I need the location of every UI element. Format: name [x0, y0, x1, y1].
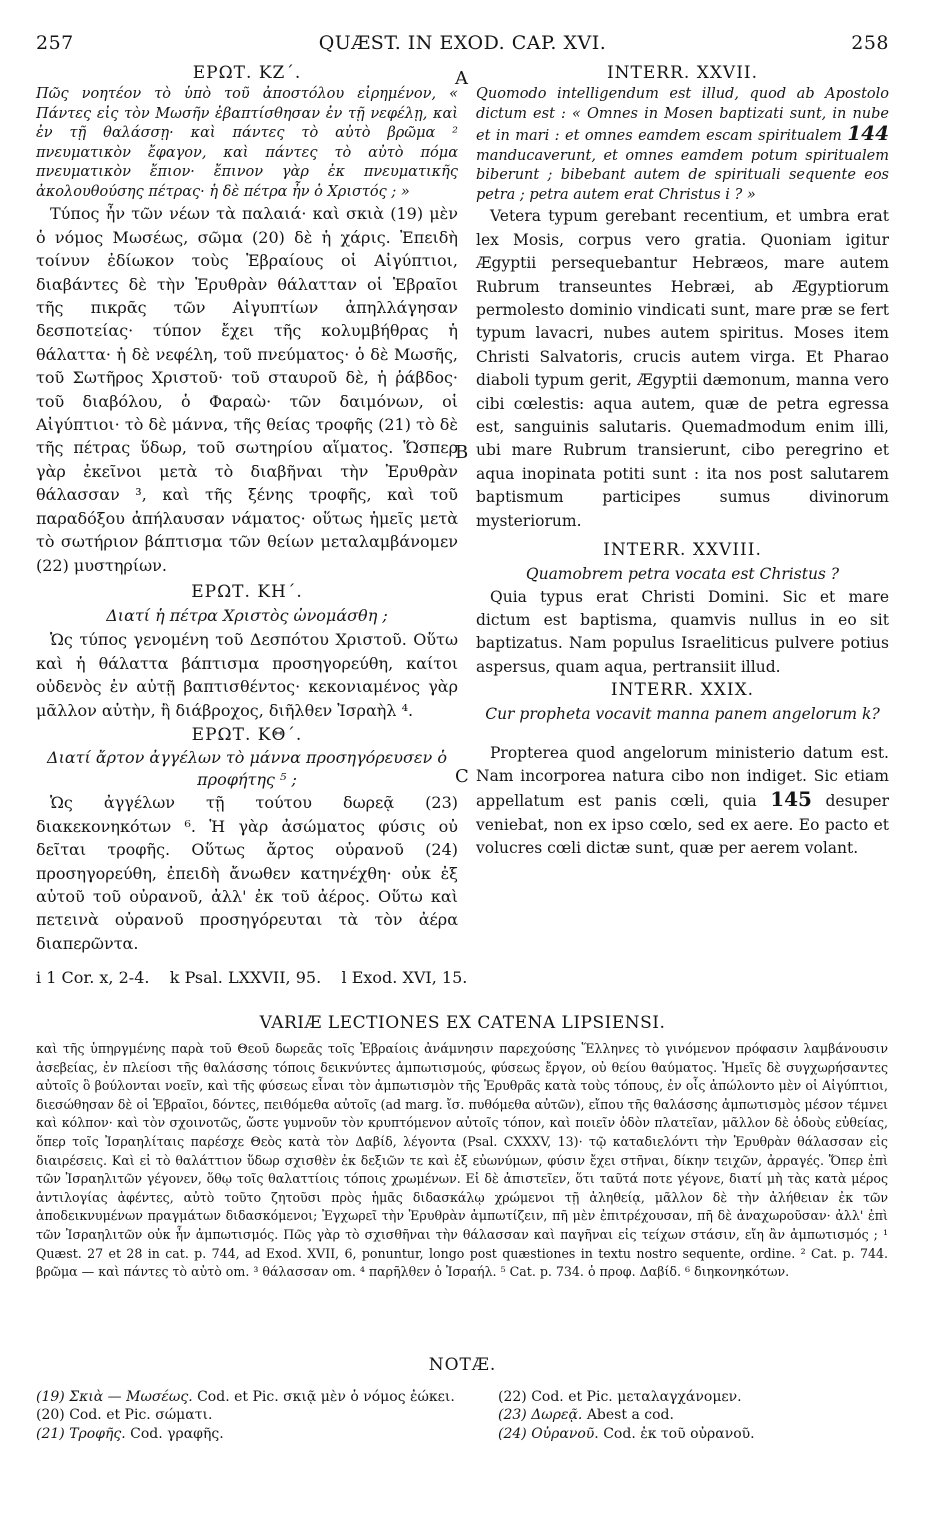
- greek-heading-29: ΕΡΩΤ. ΚΘ΄.: [191, 724, 303, 745]
- latin-answer-28: Quia typus erat Christi Domini. Sic et mare dictum est baptisma, quamvis nullus in eo sit baptizatus. Nam populus Israeliticus pulvere potius aspersus, quam aqua, pertransiit illud.: [476, 587, 889, 676]
- greek-answer-27: Τύπος ἦν τῶν νέων τὰ παλαιά· καὶ σκιὰ (19) μὲν ὁ νόμος Μωσέως, σῶμα (20) δὲ ἡ χάρις. Ἐπειδὴ τοίνυν ἐδίωκον τοὺς Ἑβραίους οἱ Αἰγύπτιοι, διαβάντες δὲ τὴν Ἐρυθρὰν θάλατταν οἱ Ἑβραῖοι τῆς πικρᾶς τῶν Αἰγυπτίων ἀπηλλάγησαν δεσποτείας· τύπον ἔχει τῆς κολυμβήθρας ἡ θάλαττα· ἡ δὲ νεφέλη, τοῦ πνεύματος· ὁ δὲ Μωσῆς, τοῦ Σωτῆρος Χριστοῦ· τοῦ σταυροῦ δὲ, ἡ ῥάβδος· τοῦ διαβόλου, ὁ Φαραὼ· τῶν δαιμόνων, οἱ Αἰγύπτιοι· τὸ δὲ μάννα, τῆς θείας τροφῆς (21) τὸ δὲ τῆς πέτρας ὕδωρ, τοῦ σωτηρίου αἵματος. Ὥσπερ γὰρ ἐκεῖνοι μετὰ τὸ διαβῆναι τὴν Ἐρυθρὰν θάλασσαν ³, καὶ τῆς ξένης τροφῆς, καὶ τοῦ παραδόξου ἀπήλαυσαν νάματος· οὕτως ἡμεῖς μετὰ τὸ σωτήριον βάπτισμα τῶν θείων μεταλαμβάνομεν (22) μυστηρίων.: [36, 204, 458, 575]
- note-21: [36, 1425, 476, 1443]
- greek-question-27: Πῶς νοητέον τὸ ὑπὸ τοῦ ἀποστόλου εἰρημένον, « Πάντες εἰς τὸν Μωσῆν ἐβαπτίσθησαν ἐν τῇ νεφέλῃ, καὶ ἐν τῇ θαλάσσῃ· καὶ πάντες τὸ αὐτὸ βρῶμα ² πνευματικὸν ἔφαγον, καὶ πάντες τὸ αὐτὸ πόμα πνευματικὸν ἔπιον· ἔπινον γὰρ ἐκ πνευματικῆς ἀκολουθούσης πέτρας· ἡ δὲ πέτρα ἦν ὁ Χριστός ; »: [36, 86, 458, 200]
- greek-question-29: Διατί ἄρτον ἀγγέλων τὸ μάννα προσηγόρευσεν ὁ προφήτης ⁵ ;: [47, 748, 447, 790]
- note-23: [498, 1406, 888, 1424]
- margin-letter-b: B: [455, 442, 469, 463]
- greek-heading-28: ΕΡΩΤ. ΚΗ΄.: [191, 581, 303, 602]
- greek-question-28: Διατί ἡ πέτρα Χριστὸς ὠνομάσθη ;: [106, 606, 388, 626]
- note-19: [36, 1388, 476, 1406]
- greek-answer-29: Ὡς ἀγγέλων τῇ τούτου δωρεᾷ (23) διακεκονηκότων ⁶. Ἡ γὰρ ἀσώματος φύσις οὐ δεῖται τροφῆς. Οὕτως ἄρτος οὐρανοῦ (24) προσηγορεύθη, ἐπειδὴ ἄνωθεν κατηνέχθη· οὐκ ἐξ αὐτοῦ τοῦ οὐρανοῦ, ἀλλ' ἐκ τοῦ ἀέρος. Οὕτω καὶ πετεινὰ οὐρανοῦ προσηγόρευται τὰ τὸν ἀέρα διαπερῶντα.: [36, 793, 458, 953]
- note-21-text: Cod. γραφῆς.: [125, 1425, 224, 1442]
- note-19-lemma: (19) Σκιὰ — Μωσέως.: [36, 1389, 193, 1405]
- latin-question-27-part1: Quomodo intelligendum est illud, quod ab Apostolo dictum est : « Omnes in Mosen baptizati sunt, in nube et in mari : et omnes eamdem escam spiritualem: [476, 86, 889, 145]
- variae-lectiones-text: καὶ τῆς ὑπηργμένης παρὰ τοῦ Θεοῦ δωρεᾶς τοῖς Ἑβραίοις ἀνάμνησιν παρεχούσης Ἕλληνες τὸ γινόμενον πρόφασιν λαμβάνουσιν ἀσεβείας, ἐν πλείοσι τῆς θαλάσσης τόποις δεικνύντες ἀμπωτισμούς, φύσεως ἔργον, οὐ θείου θαύματος. Ἡμεῖς δὲ συγχωρήσαντες αὐτοῖς ὃ βούλονται νοεῖν, καὶ τῆς φύσεως εἶναι τὸν ἀμπωτισμὸν τῆς Ἐρυθρᾶς κατὰ τοὺς τόπους, ἐν οἷς ἀπώλοντο μὲν οἱ Αἰγύπτιοι, διεσώθησαν δὲ οἱ Ἑβραῖοι, δόντες, πειθόμεθα αὐτοῖς (ad marg. ἴσ. πυθόμεθα αὐτῶν), εἴπου τῆς θαλάσσης ἀμπωτισμὸς μέσον τέμνει καὶ κόλπον· καὶ τὸν σχοινοτῶς, ὥστε γυμνοῦν τὸν κρυπτόμενον αὐτοῖς τόπον, καὶ ποιεῖν ὁδὸν πλατεῖαν, μᾶλλον δὲ ὁδοὺς εὐθείας, ὅπερ τοῖς Ἰσραηλίταις παρέσχε Θεὸς κατὰ τὸν Δαβίδ, λέγοντα (Psal. CXXXV, 13)· τῷ καταδιελόντι τὴν Ἐρυθρὰν θάλασσαν εἰς διαιρέσεις. Καὶ εἰ τὸ θαλάττιον ὕδωρ σχισθὲν ἐκ δεξιῶν τε καὶ ἐξ εὐωνύμων, φύσιν ἔχει στῆναι, δίκην τειχῶν, ἀρραγές. Ὅπερ ἐπὶ τῶν Ἰσραηλιτῶν γέγονεν, ὅθῳ τοῖς θαλαττίοις τόποις χρωμένων. Εἰ δὲ ἀπιστεῖεν, ὅτι ταῦτά ποτε γέγονε, διατί μὴ τὰς κατὰ μέρος ἀντιλογίας ἀφέντες, αὐτὸ τοῦτο ζητοῦσι πρὸς ἡμᾶς διδασκάλῳ χρώμενοι τῇ ἀληθείᾳ, μᾶλλον δὲ τὴν ἀλήθειαν ἐκ τῶν ἀποδεικνυμένων πραγμάτων διδασκόμενοι; Ἐγχωρεῖ τὴν Ἐρυθρὰν ἀμπωτίζειν, πῆ μὲν ἐπιτρέχουσαν, πῆ δὲ ἀναχωροῦσαν· ἀλλ' ἐπὶ τῶν Ἰσραηλιτῶν οὐκ ἦν ἀμπωτισμός. Πῶς γὰρ τὸ σχισθῆναι τὴν θάλασσαν καὶ παγῆναι εἰς τείχων στάσιν, εἴη ἂν ἀμπωτισμός ; ¹ Quæst. 27 et 28 in cat. p. 744, ad Exod. XVII, 6, ponuntur, longo post quæstiones in textu nostro sequente, ordine. ² Cat. p. 744. βρῶμα — καὶ πάντες τὸ αὐτὸ om. ³ θάλασσαν om. ⁴ παρῆλθεν ὁ Ἰσραήλ. ⁵ Cat. p. 734. ὁ προφ. Δαβίδ. ⁶ διηκονηκότων.: [36, 1041, 888, 1280]
- note-24-text: Cod. ἐκ τοῦ οὐρανοῦ.: [598, 1425, 755, 1442]
- note-19-text: Cod. et Pic. σκιᾷ μὲν ὁ νόμος ἐώκει.: [192, 1389, 455, 1405]
- latin-answer-27: Vetera typum gerebant recentium, et umbra erat lex Mosis, corpus vero gratia. Quoniam igitur Ægyptii persequebantur Hebræos, mare autem Rubrum transeuntes Hebræi, ab Ægyptiorum permolesto dominio vindicati sunt, mare præ se fert typum lavacri, nubes autem spiritus. Moses item Christi Salvatoris, crucis autem virga. Et Pharao diaboli typum gerit, Ægyptii dæmonum, manna vero cibi cœlestis: aqua autem, quæ de petra egressa est, sanguinis salutaris. Quemadmodum enim illi, ubi mare Rubrum transierunt, cibo peregrino et aqua inopinata potiti sunt : ita nos post salutarem baptismum participes sumus divinorum mysteriorum.: [476, 207, 889, 530]
- note-24-lemma: (24) Οὐρανοῦ.: [498, 1425, 599, 1442]
- notae-title: NOTÆ.: [428, 1355, 497, 1375]
- latin-answer-29-part2: desuper veniebat, non ex ipso cœlo, sed ex aere. Eo pacto et volucres cœli dictæ sunt, quæ per aerem volant.: [476, 792, 889, 858]
- latin-question-27-part2: manducaverunt, et omnes eamdem potum spiritualem biberunt ; bibebant autem de spirituali sequente eos petra ; petra autem erat Christus i ? »: [476, 147, 889, 203]
- note-20: (20) Cod. et Pic. σώματι.: [36, 1407, 213, 1424]
- scripture-footnotes: i 1 Cor. x, 2-4. k Psal. LXXVII, 95. l Exod. XVI, 15.: [36, 968, 468, 987]
- page-number-right: 258: [851, 32, 889, 54]
- latin-heading-28: INTERR. XXVIII.: [603, 540, 762, 561]
- note-21-lemma: (21) Τροφῆς.: [36, 1425, 126, 1442]
- latin-question-29: Cur propheta vocavit manna panem angelorum k?: [485, 704, 880, 723]
- latin-question-28: Quamobrem petra vocata est Christus ?: [525, 564, 840, 583]
- notae-right: [498, 1388, 888, 1443]
- latin-heading-29: INTERR. XXIX.: [610, 680, 755, 701]
- column-number-145: 145: [770, 787, 812, 812]
- greek-column: [36, 62, 458, 955]
- notae-left: [36, 1388, 476, 1443]
- greek-heading-27: ΕΡΩΤ. ΚΖ΄.: [192, 63, 302, 83]
- latin-answer-29: [476, 742, 889, 861]
- note-23-text: Abest a cod.: [582, 1407, 674, 1424]
- note-23-lemma: (23) Δωρεᾷ.: [498, 1407, 583, 1424]
- greek-answer-28: Ὡς τύπος γενομένη τοῦ Δεσπότου Χριστοῦ. Οὕτω καὶ ἡ θάλαττα βάπτισμα προσηγορεύθη, καίτοι οὐδενὸς ἐν αὐτῇ βαπτισθέντος· κεκονιαμένος γὰρ μᾶλλον αὐτὴν, ἢ διάβροχος, διῆλθεν Ἰσραὴλ ⁴.: [36, 630, 458, 720]
- latin-question-27: [476, 85, 889, 205]
- latin-answer-29-part1: Propterea quod angelorum ministerio datum est. Nam incorporea natura cibo non indiget. Sic etiam appellatum est panis cœli, quia: [476, 743, 889, 811]
- latin-heading-27: INTERR. XXVII.: [606, 63, 759, 83]
- page-number-left: 257: [36, 32, 74, 54]
- running-title: QUÆST. IN EXOD. CAP. XVI.: [318, 32, 607, 54]
- column-number-144: 144: [847, 121, 889, 146]
- variae-lectiones-title: VARIÆ LECTIONES EX CATENA LIPSIENSI.: [259, 1013, 666, 1033]
- margin-letter-a: A: [455, 68, 468, 89]
- latin-column: [476, 62, 889, 861]
- margin-letter-c: C: [455, 766, 469, 787]
- note-24: [498, 1425, 888, 1443]
- note-22: (22) Cod. et Pic. μεταλαγχάνομεν.: [498, 1389, 742, 1405]
